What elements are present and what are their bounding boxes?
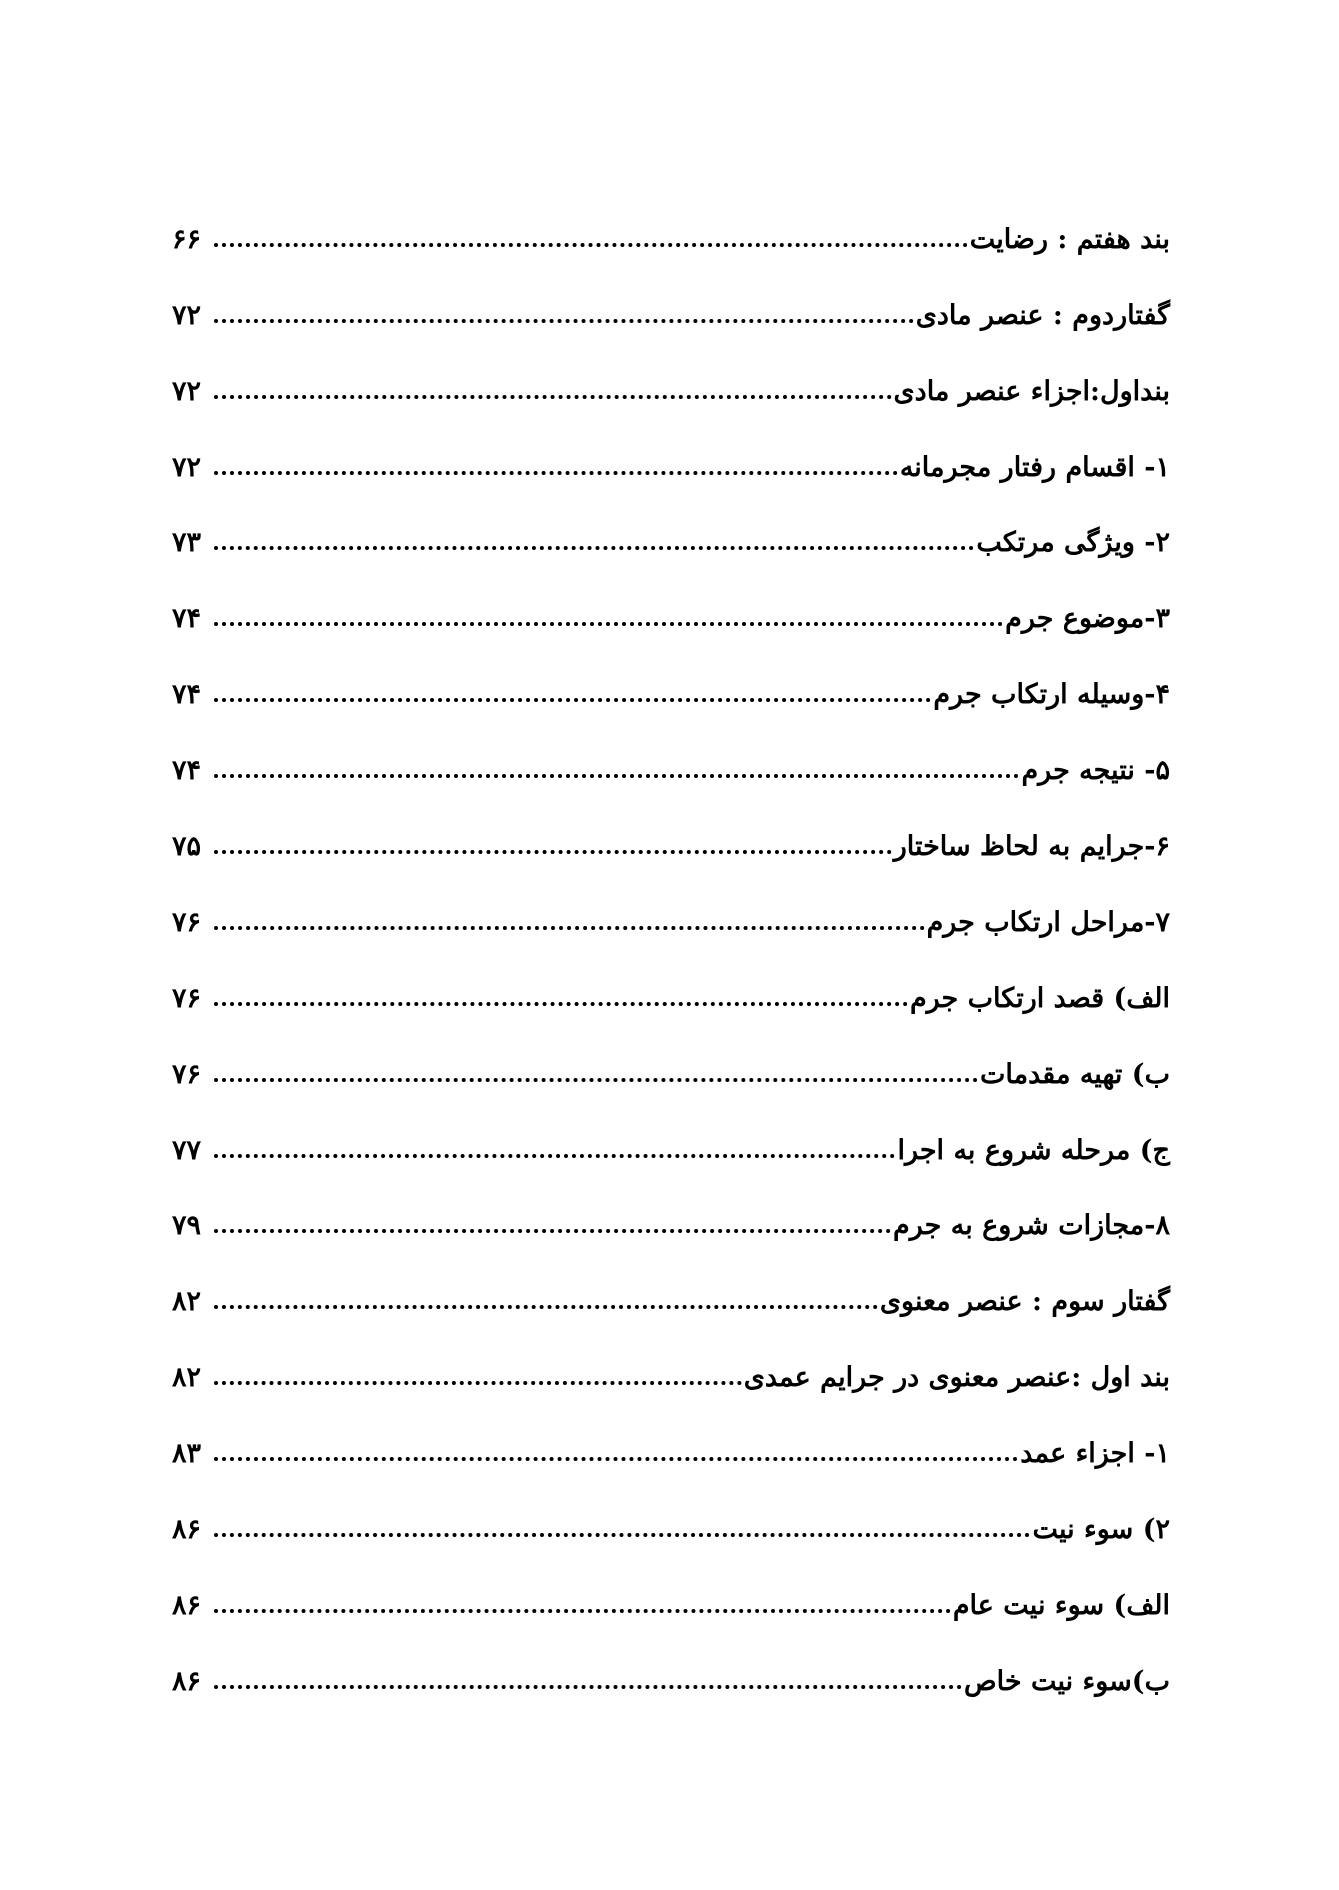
toc-entry-page: ۷۶: [172, 1058, 202, 1090]
toc-entry-page: ۸۶: [172, 1665, 202, 1697]
toc-entry-title: ۱- اجزاء عمد: [1020, 1438, 1170, 1470]
toc-entry-page: ۷۹: [172, 1210, 202, 1242]
toc-entry: [172, 409, 1170, 485]
dot-leader: [214, 1154, 895, 1158]
toc-entry: [172, 712, 1170, 788]
toc-entry-page: ۷۴: [172, 679, 202, 711]
dot-leader: [214, 395, 892, 399]
toc-entry: [172, 560, 1170, 636]
toc-entry-page: ۷۴: [172, 603, 202, 635]
dot-leader: [214, 926, 925, 930]
dot-leader: [214, 1305, 878, 1309]
toc-entry-page: ۷۲: [172, 375, 202, 407]
toc-entry: [172, 1092, 1170, 1168]
toc-entry-page: ۷۷: [172, 1134, 202, 1166]
toc-entry-title: ب) تهیه مقدمات: [980, 1058, 1170, 1090]
toc-entry: [172, 1168, 1170, 1244]
dot-leader: [214, 1002, 908, 1006]
toc-entry-page: ۷۳: [172, 527, 202, 559]
dot-leader: [214, 622, 1003, 626]
toc-entry-title: بند هفتم : رضایت: [969, 223, 1170, 255]
toc-entry-page: ۷۵: [172, 831, 202, 863]
toc-entry-title: ج) مرحله شروع به اجرا: [897, 1134, 1170, 1166]
dot-leader: [214, 243, 968, 247]
toc-entry: [172, 1243, 1170, 1319]
toc-entry-title: ۲) سوء نیت: [1032, 1514, 1170, 1546]
dot-leader: [214, 1685, 962, 1689]
toc-entry: [172, 864, 1170, 940]
toc-entry: [172, 485, 1170, 561]
toc-entry-title: الف) قصد ارتکاب جرم: [909, 982, 1170, 1014]
dot-leader: [214, 1381, 742, 1385]
toc-entry: [172, 1471, 1170, 1547]
toc-entry-title: ۲- ویژگی مرتکب: [976, 527, 1170, 559]
toc-entry-title: گفتار سوم : عنصر معنوی: [879, 1286, 1170, 1318]
toc-entry-title: ۸-مجازات شروع به جرم: [893, 1210, 1170, 1242]
dot-leader: [214, 546, 974, 550]
toc-entry: [172, 1319, 1170, 1395]
dot-leader: [214, 1229, 891, 1233]
toc-entry: [172, 257, 1170, 333]
dot-leader: [214, 850, 892, 854]
toc-entry-page: ۷۲: [172, 451, 202, 483]
toc-entry-title: ۶-جرایم به لحاظ ساختار: [893, 831, 1170, 863]
toc-entry-title: ۱- اقسام رفتار مجرمانه: [899, 451, 1170, 483]
dot-leader: [214, 319, 914, 323]
toc-entry-page: ۸۲: [172, 1362, 202, 1394]
toc-entry-page: ۸۶: [172, 1589, 202, 1621]
toc-entry-title: الف) سوء نیت عام: [952, 1589, 1170, 1621]
toc-entry-title: ۳-موضوع جرم: [1005, 603, 1170, 635]
toc-entry-title: بند اول :عنصر معنوی در جرایم عمدی: [743, 1362, 1170, 1394]
toc-entry: [172, 181, 1170, 257]
toc-entry: [172, 333, 1170, 409]
toc-entry-title: بنداول:اجزاء عنصر مادی: [893, 375, 1170, 407]
toc-entry: [172, 788, 1170, 864]
toc-entry: [172, 1016, 1170, 1092]
toc-entry: [172, 940, 1170, 1016]
toc-entry: [172, 1623, 1170, 1699]
toc-entry-page: ۸۳: [172, 1438, 202, 1470]
toc-entry-page: ۶۶: [172, 223, 202, 255]
toc-entry-page: ۷۶: [172, 906, 202, 938]
dot-leader: [214, 1457, 1018, 1461]
toc-entry-page: ۸۶: [172, 1514, 202, 1546]
toc-entry: [172, 1547, 1170, 1623]
toc-entry-title: ۴-وسیله ارتکاب جرم: [933, 679, 1170, 711]
toc-entry-page: ۸۲: [172, 1286, 202, 1318]
toc-entry-page: ۷۲: [172, 299, 202, 331]
toc-entry: [172, 636, 1170, 712]
toc-entry-title: گفتاردوم : عنصر مادی: [915, 299, 1170, 331]
table-of-contents: [172, 181, 1170, 1699]
dot-leader: [214, 698, 931, 702]
dot-leader: [214, 1078, 978, 1082]
dot-leader: [214, 471, 898, 475]
toc-entry-page: ۷۴: [172, 755, 202, 787]
dot-leader: [214, 774, 1019, 778]
toc-entry-title: ب)سوء نیت خاص: [964, 1665, 1170, 1697]
toc-entry-title: ۵- نتیجه جرم: [1021, 755, 1170, 787]
toc-entry: [172, 1395, 1170, 1471]
dot-leader: [214, 1533, 1030, 1537]
toc-entry-page: ۷۶: [172, 982, 202, 1014]
dot-leader: [214, 1609, 951, 1613]
toc-entry-title: ۷-مراحل ارتکاب جرم: [926, 906, 1170, 938]
